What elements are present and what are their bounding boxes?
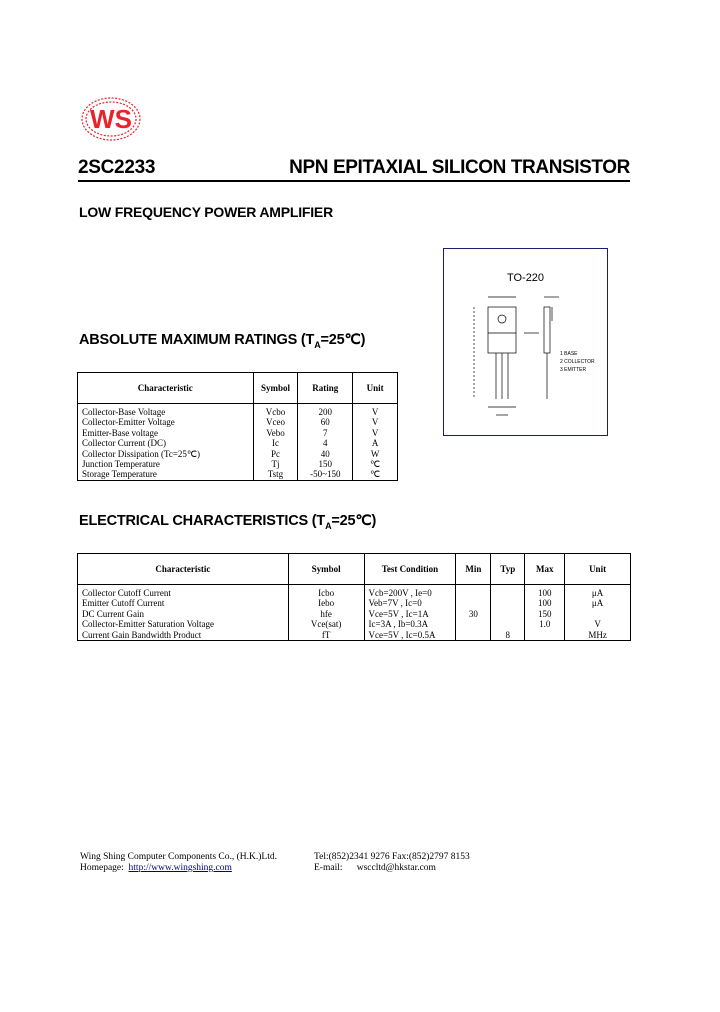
table-cell: DC Current Gain [78,609,289,619]
table-cell [491,619,525,629]
abs-max-table [77,372,398,481]
table-header-row [78,373,398,404]
footer-contact [314,852,470,874]
table-cell: Vcb=200V , Ie=0 [364,585,456,599]
table-cell: Iebo [288,598,364,608]
table-cell: Vce(sat) [288,619,364,629]
email-label: E-mail: [314,863,343,873]
table-cell [491,585,525,599]
table-cell: -50~150 [298,469,353,480]
table-row [78,630,631,641]
table-cell: Icbo [288,585,364,599]
table-row [78,417,398,427]
homepage-label: Homepage: [80,863,124,873]
table-cell: Vce=5V , Ic=1A [364,609,456,619]
table-cell: fT [288,630,364,641]
table-cell: W [353,449,398,459]
table-cell: 7 [298,428,353,438]
table-cell: Emitter-Base voltage [78,428,254,438]
table-cell [456,619,491,629]
table-row [78,404,398,418]
footer-company [80,852,277,874]
table-cell: Collector Current (DC) [78,438,254,448]
column-header: Symbol [288,554,364,585]
table-row [78,598,631,608]
company-logo [80,96,142,142]
table-cell: 1.0 [525,619,565,629]
table-row [78,609,631,619]
table-cell: V [565,619,631,629]
table-cell [456,585,491,599]
table-cell [565,609,631,619]
to220-outline-drawing [444,249,609,437]
table-cell: ℃ [353,459,398,469]
homepage-line [80,863,277,874]
table-cell: 200 [298,404,353,418]
table-cell: Vce=5V , Ic=0.5A [364,630,456,641]
table-cell: Ic=3A , Ib=0.3A [364,619,456,629]
table-cell: Ic [253,438,298,448]
table-row [78,585,631,599]
column-header: Characteristic [78,554,289,585]
table-row [78,428,398,438]
homepage-link[interactable]: http://www.wingshing.com [128,863,232,873]
table-cell: Collector Dissipation (Tc=25℃) [78,449,254,459]
table-cell: Vebo [253,428,298,438]
table-cell: 60 [298,417,353,427]
column-header: Unit [353,373,398,404]
table-cell: V [353,417,398,427]
pin-label-emitter: 3 EMITTER [560,367,587,373]
column-header: Unit [565,554,631,585]
table-cell: Current Gain Bandwidth Product [78,630,289,641]
table-cell: hfe [288,609,364,619]
table-row [78,459,398,469]
tel-fax: Tel:(852)2341 9276 Fax:(852)2797 8153 [314,852,470,862]
table-cell: V [353,404,398,418]
table-cell: 100 [525,598,565,608]
table-cell: MHz [565,630,631,641]
table-cell: Veb=7V , Ic=0 [364,598,456,608]
table-cell: Pc [253,449,298,459]
table-cell: ℃ [353,469,398,480]
title-divider [78,180,630,182]
table-cell: Tj [253,459,298,469]
table-cell: 4 [298,438,353,448]
table-cell: Tstg [253,469,298,480]
table-cell: Junction Temperature [78,459,254,469]
email-address: wsccltd@hkstar.com [356,863,436,873]
column-header: Symbol [253,373,298,404]
pin-label-base: 1 BASE [560,351,578,357]
abs-max-heading: ABSOLUTE MAXIMUM RATINGS $(T_A=25℃)$ [79,332,366,350]
table-header-row [78,554,631,585]
table-cell: Vcbo [253,404,298,418]
table-cell: 100 [525,585,565,599]
column-header: Typ [491,554,525,585]
package-drawing [443,248,608,436]
table-row [78,449,398,459]
table-cell: Emitter Cutoff Current [78,598,289,608]
table-cell: μA [565,598,631,608]
svg-text:WS: WS [90,104,132,134]
table-cell [525,630,565,641]
table-cell: 8 [491,630,525,641]
table-cell [491,609,525,619]
table-row [78,438,398,448]
column-header: Min [456,554,491,585]
table-cell: Collector-Emitter Voltage [78,417,254,427]
table-cell: Vceo [253,417,298,427]
pin-label-collector: 2 COLLECTOR [560,359,595,365]
table-row [78,619,631,629]
table-row [78,469,398,480]
table-cell: 30 [456,609,491,619]
part-number: 2SC2233 [78,157,156,178]
table-cell: 40 [298,449,353,459]
column-header: Test Condition [364,554,456,585]
application-subtitle: LOW FREQUENCY POWER AMPLIFIER [79,204,333,220]
column-header: Rating [298,373,353,404]
table-cell: Collector-Emitter Saturation Voltage [78,619,289,629]
column-header: Characteristic [78,373,254,404]
company-name: Wing Shing Computer Components Co., (H.K.)Ltd. [80,852,277,862]
email-line [314,863,470,874]
table-cell: Storage Temperature [78,469,254,480]
elec-char-heading: ELECTRICAL CHARACTERISTICS $(T_A=25℃)$ [79,513,377,531]
table-cell: 150 [298,459,353,469]
table-cell [456,630,491,641]
column-header: Max [525,554,565,585]
table-cell [491,598,525,608]
elec-char-table [77,553,631,641]
table-cell: Collector Cutoff Current [78,585,289,599]
package-name: TO-220 [506,272,545,284]
table-cell [456,598,491,608]
table-cell: 150 [525,609,565,619]
page-title: NPN EPITAXIAL SILICON TRANSISTOR [289,157,630,178]
table-cell: μA [565,585,631,599]
table-cell: V [353,428,398,438]
table-cell: A [353,438,398,448]
table-cell: Collector-Base Voltage [78,404,254,418]
